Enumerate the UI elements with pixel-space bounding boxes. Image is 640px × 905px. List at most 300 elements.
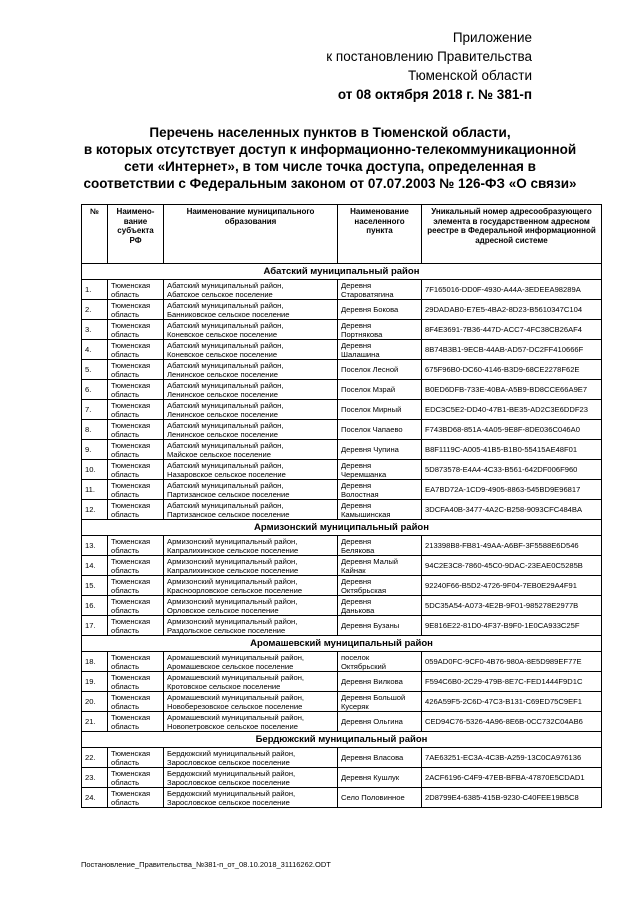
row-municipality-line: Партизанское сельское поселение (167, 489, 290, 499)
row-uid: F743BD68-851A-4A05-9E8F-8DE036C046A0 (422, 420, 602, 440)
row-subject-line: область (111, 545, 140, 555)
row-municipality (164, 672, 338, 692)
row-municipality-line: Орловское сельское поселение (167, 605, 279, 615)
row-municipality-line: Абатский муниципальный район, (167, 340, 284, 350)
row-municipality (164, 616, 338, 636)
title-line-1: Перечень населенных пунктов в Тюменской области, (149, 125, 511, 140)
row-settlement-line: Деревня (341, 480, 372, 490)
row-subject-line: область (111, 777, 140, 787)
row-subject-line: Тюменская (111, 652, 151, 662)
row-municipality-line: Ленинское сельское поселение (167, 369, 278, 379)
header-subject: Наимено-вание субъекта РФ (108, 205, 164, 264)
row-number: 24. (82, 788, 108, 808)
row-settlement-line: Камышинская (341, 509, 391, 519)
row-settlement-line: Деревня Кушлук (341, 773, 400, 782)
row-municipality-line: Зарословское сельское поселение (167, 797, 290, 807)
row-municipality-line: Банниковское сельское поселение (167, 309, 290, 319)
row-number: 22. (82, 748, 108, 768)
section-title: Бердюжский муниципальный район (82, 732, 602, 748)
row-settlement (338, 692, 422, 712)
row-subject-line: Тюменская (111, 440, 151, 450)
row-number: 2. (82, 300, 108, 320)
row-settlement (338, 748, 422, 768)
row-settlement-line: Деревня (341, 460, 372, 470)
section-row (82, 520, 602, 536)
table-row (82, 788, 602, 808)
row-subject-line: область (111, 489, 140, 499)
row-settlement-line: Белякова (341, 545, 375, 555)
table-row (82, 360, 602, 380)
row-settlement-line: Староватягина (341, 289, 394, 299)
table-row (82, 536, 602, 556)
section-title: Армизонский муниципальный район (82, 520, 602, 536)
row-municipality (164, 460, 338, 480)
row-subject (108, 672, 164, 692)
row-municipality-line: Ленинское сельское поселение (167, 429, 278, 439)
row-settlement (338, 480, 422, 500)
row-number: 11. (82, 480, 108, 500)
row-uid: 426A59F5-2C6D-47C3-B131-C69ED75C9EF1 (422, 692, 602, 712)
row-number: 7. (82, 400, 108, 420)
row-subject-line: область (111, 565, 140, 575)
row-subject-line: область (111, 625, 140, 635)
table-header-row (82, 205, 602, 264)
row-municipality-line: Абатский муниципальный район, (167, 420, 284, 430)
row-settlement-line: Деревня (341, 500, 372, 510)
row-municipality (164, 596, 338, 616)
row-subject-line: Тюменская (111, 340, 151, 350)
row-settlement (338, 340, 422, 360)
row-uid: 2ACF6196-C4F9-47EB-BFBA-47870E5CDAD1 (422, 768, 602, 788)
row-number: 10. (82, 460, 108, 480)
row-number: 13. (82, 536, 108, 556)
row-municipality (164, 280, 338, 300)
row-settlement (338, 768, 422, 788)
row-subject (108, 536, 164, 556)
row-settlement (338, 576, 422, 596)
row-number: 20. (82, 692, 108, 712)
row-uid: 9E816E22-81D0-4F37-B9F0-1E0CA933C25F (422, 616, 602, 636)
row-subject-line: область (111, 605, 140, 615)
row-settlement-line: Поселок Лесной (341, 365, 399, 374)
row-municipality (164, 420, 338, 440)
row-subject-line: область (111, 681, 140, 691)
row-subject-line: Тюменская (111, 768, 151, 778)
row-settlement-line: Деревня Вилкова (341, 677, 403, 686)
row-municipality-line: Коневское сельское поселение (167, 349, 278, 359)
row-subject-line: Тюменская (111, 420, 151, 430)
row-uid: 675F96B0-DC60-4146-B3D9-68CE2278F62E (422, 360, 602, 380)
row-uid: 059AD0FC-9CF0-4B76-980A-8E5D989EF77E (422, 652, 602, 672)
row-municipality-line: Армизонский муниципальный район, (167, 596, 298, 606)
table-row (82, 672, 602, 692)
row-municipality (164, 480, 338, 500)
row-municipality-line: Абатский муниципальный район, (167, 300, 284, 310)
row-municipality-line: Зарословское сельское поселение (167, 757, 290, 767)
row-number: 15. (82, 576, 108, 596)
row-settlement (338, 420, 422, 440)
row-municipality-line: Назаровское сельское поселение (167, 469, 286, 479)
row-subject-line: Тюменская (111, 788, 151, 798)
row-municipality (164, 576, 338, 596)
row-settlement (338, 280, 422, 300)
row-uid: 3DCFA40B-3477-4A2C-B258-9093CFC484BA (422, 500, 602, 520)
row-settlement-line: Деревня Власова (341, 753, 404, 762)
row-subject-line: область (111, 329, 140, 339)
title-line-3: сети «Интернет», в том числе точка доступа, определенная в (124, 159, 536, 174)
row-municipality (164, 500, 338, 520)
row-settlement (338, 400, 422, 420)
title-line-2: в которых отсутствует доступ к информационно-телекоммуникационной (83, 142, 577, 157)
row-subject-line: Тюменская (111, 480, 151, 490)
row-municipality-line: Капралихинское сельское поселение (167, 565, 299, 575)
row-subject-line: Тюменская (111, 320, 151, 330)
row-municipality (164, 692, 338, 712)
row-municipality-line: Абатский муниципальный район, (167, 500, 284, 510)
table-row (82, 692, 602, 712)
row-subject (108, 340, 164, 360)
row-settlement (338, 440, 422, 460)
row-uid: CED94C76-5326-4A96-8E6B-0CC732C04AB6 (422, 712, 602, 732)
row-settlement-line: Портнякова (341, 329, 383, 339)
row-settlement-line: Деревня Ольгина (341, 717, 403, 726)
row-municipality-line: Абатский муниципальный район, (167, 320, 284, 330)
row-municipality (164, 556, 338, 576)
row-municipality-line: Аромашевский муниципальный район, (167, 672, 305, 682)
row-municipality-line: Новоберезовское сельское поселение (167, 701, 303, 711)
row-number: 1. (82, 280, 108, 300)
row-settlement-line: Октябрьский (341, 661, 387, 671)
row-subject-line: область (111, 429, 140, 439)
appendix-line-4: от 08 октября 2018 г. № 381-п (337, 87, 532, 102)
settlements-table (81, 204, 602, 808)
row-settlement-line: Деревня Малый (341, 556, 399, 566)
row-municipality (164, 768, 338, 788)
row-municipality-line: Новопетровское сельское поселение (167, 721, 298, 731)
row-uid: 29DADAB0-E7E5-4BA2-8D23-B5610347C104 (422, 300, 602, 320)
row-municipality-line: Бердюжский муниципальный район, (167, 768, 296, 778)
row-settlement-line: Волостная (341, 489, 379, 499)
row-settlement (338, 300, 422, 320)
row-subject-line: область (111, 289, 140, 299)
row-uid: 8B74B3B1-9ECB-44AB-AD57-DC2FF410666F (422, 340, 602, 360)
row-municipality-line: Аромашевское сельское поселение (167, 661, 294, 671)
row-municipality (164, 340, 338, 360)
row-settlement-line: Деревня (341, 596, 372, 606)
row-subject-line: область (111, 469, 140, 479)
table-row (82, 480, 602, 500)
row-subject-line: область (111, 309, 140, 319)
document-title (60, 124, 600, 192)
row-settlement-line: Данькова (341, 605, 375, 615)
row-settlement-line: Деревня (341, 576, 372, 586)
section-title: Абатский муниципальный район (82, 264, 602, 280)
row-subject-line: область (111, 585, 140, 595)
row-subject-line: область (111, 509, 140, 519)
section-row (82, 264, 602, 280)
row-subject-line: область (111, 369, 140, 379)
row-municipality-line: Абатский муниципальный район, (167, 440, 284, 450)
row-subject (108, 300, 164, 320)
row-subject (108, 500, 164, 520)
table-row (82, 556, 602, 576)
row-subject-line: Тюменская (111, 576, 151, 586)
row-uid: EA7BD72A-1CD9-4905-8863-545BD9E96817 (422, 480, 602, 500)
table-row (82, 616, 602, 636)
table-row (82, 280, 602, 300)
row-municipality-line: Зарословское сельское поселение (167, 777, 290, 787)
row-subject (108, 652, 164, 672)
row-subject (108, 616, 164, 636)
row-subject (108, 576, 164, 596)
row-municipality-line: Партизанское сельское поселение (167, 509, 290, 519)
row-subject (108, 788, 164, 808)
header-municipality: Наименование муниципального образования (164, 205, 338, 264)
row-number: 4. (82, 340, 108, 360)
row-settlement-line: поселок (341, 652, 370, 662)
row-subject-line: область (111, 721, 140, 731)
row-subject-line: Тюменская (111, 616, 151, 626)
row-municipality (164, 652, 338, 672)
row-subject-line: Тюменская (111, 536, 151, 546)
row-subject (108, 380, 164, 400)
row-settlement (338, 320, 422, 340)
row-subject (108, 360, 164, 380)
row-uid: 8F4E3691-7B36-447D-ACC7-4FC38CB26AF4 (422, 320, 602, 340)
row-subject (108, 420, 164, 440)
row-municipality-line: Армизонский муниципальный район, (167, 576, 298, 586)
row-settlement-line: Деревня Большой (341, 692, 406, 702)
row-subject (108, 400, 164, 420)
row-municipality (164, 400, 338, 420)
row-municipality-line: Абатский муниципальный район, (167, 480, 284, 490)
row-settlement (338, 556, 422, 576)
row-subject-line: область (111, 661, 140, 671)
row-municipality-line: Раздольское сельское поселение (167, 625, 286, 635)
row-subject (108, 596, 164, 616)
table-row (82, 300, 602, 320)
row-settlement (338, 672, 422, 692)
row-subject (108, 712, 164, 732)
table-body (82, 264, 602, 808)
row-number: 18. (82, 652, 108, 672)
table-row (82, 440, 602, 460)
row-subject-line: область (111, 757, 140, 767)
table-row (82, 340, 602, 360)
appendix-block (272, 28, 532, 104)
appendix-line-2: к постановлению Правительства (326, 49, 532, 64)
row-uid: 7AE63251-EC3A-4C3B-A259-13C0CA976136 (422, 748, 602, 768)
row-municipality (164, 380, 338, 400)
row-settlement-line: Село Половинное (341, 793, 405, 802)
appendix-line-3: Тюменской области (408, 68, 532, 83)
section-title: Аромашевский муниципальный район (82, 636, 602, 652)
row-subject (108, 440, 164, 460)
row-settlement-line: Кайнак (341, 565, 366, 575)
table-row (82, 460, 602, 480)
row-municipality-line: Армизонский муниципальный район, (167, 556, 298, 566)
row-municipality-line: Абатский муниципальный район, (167, 460, 284, 470)
row-subject (108, 768, 164, 788)
row-uid: EDC3C5E2-DD40-47B1-BE35-AD2C3E6DDF23 (422, 400, 602, 420)
row-subject-line: область (111, 349, 140, 359)
title-line-4: соответствии с Федеральным законом от 07.07.2003 № 126-ФЗ «О связи» (83, 176, 577, 191)
row-municipality (164, 788, 338, 808)
table-row (82, 400, 602, 420)
row-municipality-line: Аромашевский муниципальный район, (167, 712, 305, 722)
row-subject-line: Тюменская (111, 300, 151, 310)
row-subject-line: Тюменская (111, 596, 151, 606)
row-settlement (338, 788, 422, 808)
row-settlement-line: Деревня Бузаны (341, 621, 400, 630)
row-municipality (164, 440, 338, 460)
row-uid: 7F165016-DD0F-4930-A44A-3EDEEA98289A (422, 280, 602, 300)
row-settlement-line: Октябрьская (341, 585, 387, 595)
row-municipality (164, 300, 338, 320)
row-subject (108, 556, 164, 576)
row-uid: B8F1119C-A005-41B5-B1B0-55415AE48F01 (422, 440, 602, 460)
row-settlement-line: Поселок Мирный (341, 405, 402, 414)
row-settlement-line: Деревня (341, 340, 372, 350)
row-uid: 5DC35A54-A073-4E2B-9F01-985278E2977B (422, 596, 602, 616)
row-municipality (164, 748, 338, 768)
row-municipality-line: Абатский муниципальный район, (167, 360, 284, 370)
row-number: 21. (82, 712, 108, 732)
row-uid: 92240F66-B5D2-4726-9F04-7EB0E29A4F91 (422, 576, 602, 596)
row-settlement-line: Поселок Чапаево (341, 425, 403, 434)
row-subject-line: Тюменская (111, 380, 151, 390)
row-municipality-line: Аромашевский муниципальный район, (167, 652, 305, 662)
table-row (82, 596, 602, 616)
table-row (82, 500, 602, 520)
row-subject-line: Тюменская (111, 500, 151, 510)
row-municipality-line: Армизонский муниципальный район, (167, 616, 298, 626)
table-row (82, 320, 602, 340)
row-settlement (338, 500, 422, 520)
row-municipality-line: Коневское сельское поселение (167, 329, 278, 339)
row-number: 3. (82, 320, 108, 340)
row-settlement-line: Черемшанка (341, 469, 387, 479)
table-row (82, 576, 602, 596)
row-number: 19. (82, 672, 108, 692)
row-subject-line: Тюменская (111, 460, 151, 470)
row-subject-line: Тюменская (111, 692, 151, 702)
row-subject (108, 280, 164, 300)
row-settlement (338, 712, 422, 732)
row-subject-line: область (111, 701, 140, 711)
table-row (82, 652, 602, 672)
row-municipality-line: Армизонский муниципальный район, (167, 536, 298, 546)
row-subject-line: Тюменская (111, 280, 151, 290)
row-settlement-line: Деревня (341, 536, 372, 546)
row-municipality-line: Кротовское сельское поселение (167, 681, 281, 691)
row-uid: 2D8799E4-6385-415B-9230-C40FEE19B5C8 (422, 788, 602, 808)
section-row (82, 636, 602, 652)
row-uid: 94C2E3C8-7860-45C0-9DAC-23EAE0C5285B (422, 556, 602, 576)
row-subject-line: Тюменская (111, 360, 151, 370)
header-number: № (82, 205, 108, 264)
row-subject (108, 320, 164, 340)
row-municipality-line: Бердюжский муниципальный район, (167, 748, 296, 758)
row-subject-line: Тюменская (111, 400, 151, 410)
row-number: 6. (82, 380, 108, 400)
row-municipality (164, 360, 338, 380)
row-subject-line: Тюменская (111, 672, 151, 682)
row-municipality-line: Аромашевский муниципальный район, (167, 692, 305, 702)
row-municipality-line: Абатский муниципальный район, (167, 400, 284, 410)
row-subject-line: Тюменская (111, 748, 151, 758)
header-uid: Уникальный номер адресообразующего элемента в государственном адресном реестре в Федеральной информационной адресной системе (422, 205, 602, 264)
row-number: 9. (82, 440, 108, 460)
section-row (82, 732, 602, 748)
row-municipality-line: Абатское сельское поселение (167, 289, 273, 299)
table-row (82, 712, 602, 732)
row-number: 8. (82, 420, 108, 440)
row-municipality-line: Абатский муниципальный район, (167, 280, 284, 290)
table-row (82, 748, 602, 768)
row-settlement-line: Шалашина (341, 349, 380, 359)
row-subject-line: область (111, 409, 140, 419)
table-row (82, 380, 602, 400)
row-settlement-line: Кусеряк (341, 701, 369, 711)
row-municipality (164, 536, 338, 556)
row-uid: 213398B8-FB81-49AA-A6BF-3F5588E6D546 (422, 536, 602, 556)
table-row (82, 420, 602, 440)
row-subject (108, 692, 164, 712)
row-number: 14. (82, 556, 108, 576)
row-municipality (164, 320, 338, 340)
row-number: 23. (82, 768, 108, 788)
row-municipality-line: Бердюжский муниципальный район, (167, 788, 296, 798)
row-settlement (338, 536, 422, 556)
footer-filename: Постановление_Правительства_№381-п_от_08.10.2018_31116262.ODT (81, 860, 331, 869)
row-subject (108, 480, 164, 500)
row-settlement-line: Деревня (341, 280, 372, 290)
row-settlement (338, 652, 422, 672)
header-settlement: Наименование населенного пункта (338, 205, 422, 264)
appendix-line-1: Приложение (452, 30, 532, 45)
row-settlement-line: Деревня (341, 320, 372, 330)
row-municipality-line: Красноорловское сельское поселение (167, 585, 303, 595)
row-municipality-line: Майское сельское поселение (167, 449, 271, 459)
row-number: 12. (82, 500, 108, 520)
row-municipality-line: Капралихинское сельское поселение (167, 545, 299, 555)
row-subject (108, 748, 164, 768)
row-subject-line: область (111, 389, 140, 399)
row-number: 17. (82, 616, 108, 636)
row-settlement-line: Деревня Чупина (341, 445, 399, 454)
row-settlement (338, 460, 422, 480)
row-settlement-line: Деревня Бокова (341, 305, 399, 314)
row-settlement-line: Поселок Мзрай (341, 385, 396, 394)
row-subject-line: Тюменская (111, 712, 151, 722)
row-settlement (338, 360, 422, 380)
table-row (82, 768, 602, 788)
row-subject (108, 460, 164, 480)
row-settlement (338, 380, 422, 400)
row-number: 16. (82, 596, 108, 616)
row-number: 5. (82, 360, 108, 380)
row-municipality-line: Ленинское сельское поселение (167, 389, 278, 399)
row-municipality-line: Абатский муниципальный район, (167, 380, 284, 390)
row-subject-line: область (111, 449, 140, 459)
row-subject-line: область (111, 797, 140, 807)
row-subject-line: Тюменская (111, 556, 151, 566)
row-uid: F594C6B0-2C29-479B-8E7C-FED1444F9D1C (422, 672, 602, 692)
row-municipality-line: Ленинское сельское поселение (167, 409, 278, 419)
row-uid: 5D873578-E4A4-4C33-B561-642DF006F960 (422, 460, 602, 480)
row-municipality (164, 712, 338, 732)
